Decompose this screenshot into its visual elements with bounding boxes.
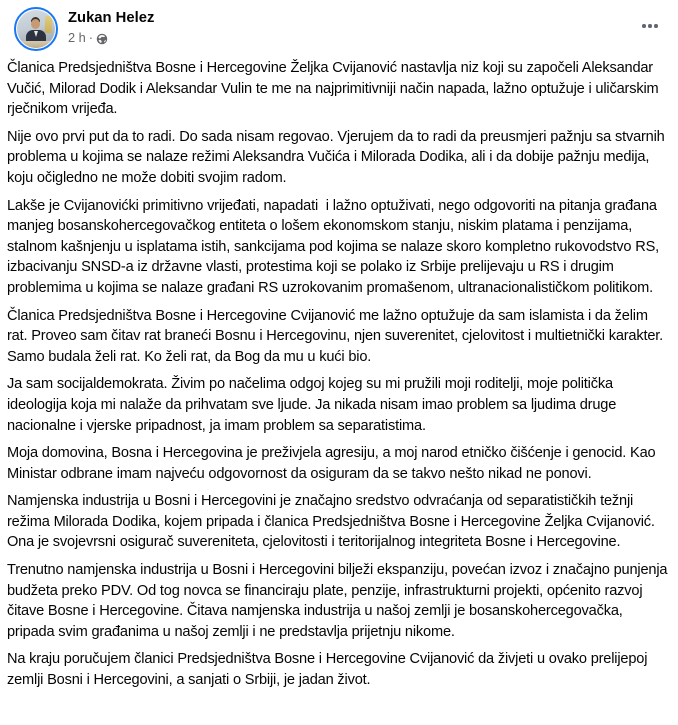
profile-photo-icon: [17, 10, 55, 48]
post-paragraph: Trenutno namjenska industrija u Bosni i Hercegovini bilježi ekspanziju, povećan izvoz i značajno punjenja budžeta preko PDV. Od tog novca se financiraju plate, penzije, infrastrukturni projekti, općenito razvoj čitave Bosne i Hercegovine. Čitava namjenska industrija u našoj zemlji je bosanskohercegovačka, pripada svim građanima u našoj zemlji i ne predstavlja prijetnju nikome.: [7, 562, 672, 640]
post-paragraph: Na kraju poručujem članici Predsjedništva Bosne i Hercegovine Cvijanović da živjeti u ovako prelijepoj zemlji Bosni i Hercegovini, a sanjati o Srbiji, je jadan život.: [7, 651, 652, 689]
post-paragraph: Članica Predsjedništva Bosne i Hercegovine Željka Cvijanović nastavlja niz koji su započeli Aleksandar Vučić, Milorad Dodik i Aleksandar Vulin te me na najprimitivniji način napada, lažno optužuje i uličarskim rječnikom vrijeđa.: [7, 60, 663, 118]
avatar-head: [31, 19, 40, 29]
post-paragraph: Ja sam socijaldemokrata. Živim po načelima odgoj kojeg su mi pružili moji roditelji, moje politička ideologija koja mi nalaže da prihvatam sve ljude. Ja nikada nisam imao problem sa ljudima druge nacionalne i vjerske pripadnost, ja imam problem sa separatistima.: [7, 376, 621, 434]
author-name[interactable]: Zukan Helez: [68, 10, 155, 26]
avatar-desk: [17, 41, 55, 48]
avatar[interactable]: [14, 7, 58, 51]
post-paragraph: Članica Predsjedništva Bosne i Hercegovine Cvijanović me lažno optužuje da sam islamista i da želim rat. Proveo sam čitav rat braneći Bosnu i Hercegovinu, njen suverenitet, cjelovitost i multietnički karakter. Samo budala želi rat. Ko želi rat, da Bog da mu u kući bio.: [7, 307, 667, 365]
post-paragraph: Lakše je Cvijanovićki primitivno vrijeđati, napadati i lažno optuživati, nego odgovoriti na pitanja građana manjeg bosanskohercegovačkog entiteta o lošem ekonomskom stanju, niskim platama i penzijama, stalnom kašnjenju u isplatama istih, sankcijama pod kojima se nalaze skoro kompletno rukovodstvo RS, izbacivanju SNSD-a iz državne vlasti, protestima koji se polako iz Srbije prelijevaju u RS i drugim problemima u kojima se nalaze građani RS uzrokovanim promašenom, ultranacionalističkom politikom.: [7, 197, 663, 296]
meta-separator: ·: [88, 30, 94, 45]
timestamp[interactable]: 2 h: [68, 30, 86, 45]
three-dots-icon: [642, 24, 646, 28]
post-paragraph: Nije ovo prvi put da to radi. Do sada nisam regovao. Vjerujem da to radi da preusmjeri pažnju sa stvarnih problema u kojima se nalaze režimi Aleksandra Vučića i Milorada Dodika, ali i da dobije pažnju medija, koju očigledno ne može dobiti svojim radom.: [7, 128, 669, 186]
more-options-button[interactable]: [640, 18, 660, 34]
three-dots-icon: [648, 24, 652, 28]
post-header: [0, 0, 678, 54]
post-paragraph: Moja domovina, Bosna i Hercegovina je preživjela agresiju, a moj narod etničko čišćenje i genocid. Kao Ministar odbrane imam najveću odgovornost da osiguram da se takvo nešto nikad ne ponovi.: [7, 445, 660, 482]
globe-public-icon: [96, 33, 108, 45]
flag-detail: [45, 16, 53, 33]
post-paragraph: Namjenska industrija u Bosni i Hercegovini je značajno sredstvo odvraćanja od separatističkih težnji režima Milorada Dodika, kojem pripada i članica Predsjedništva Bosne i Hercegovine Željka Cvijanović. Ona je svojevrsni osigurač suvereniteta, cjelovitosti i teritorijalnog integriteta Bosne i Hercegovine.: [7, 493, 659, 551]
post-text: [0, 54, 678, 691]
header-info: [68, 7, 154, 46]
three-dots-icon: [654, 24, 658, 28]
post-meta: [68, 30, 154, 46]
